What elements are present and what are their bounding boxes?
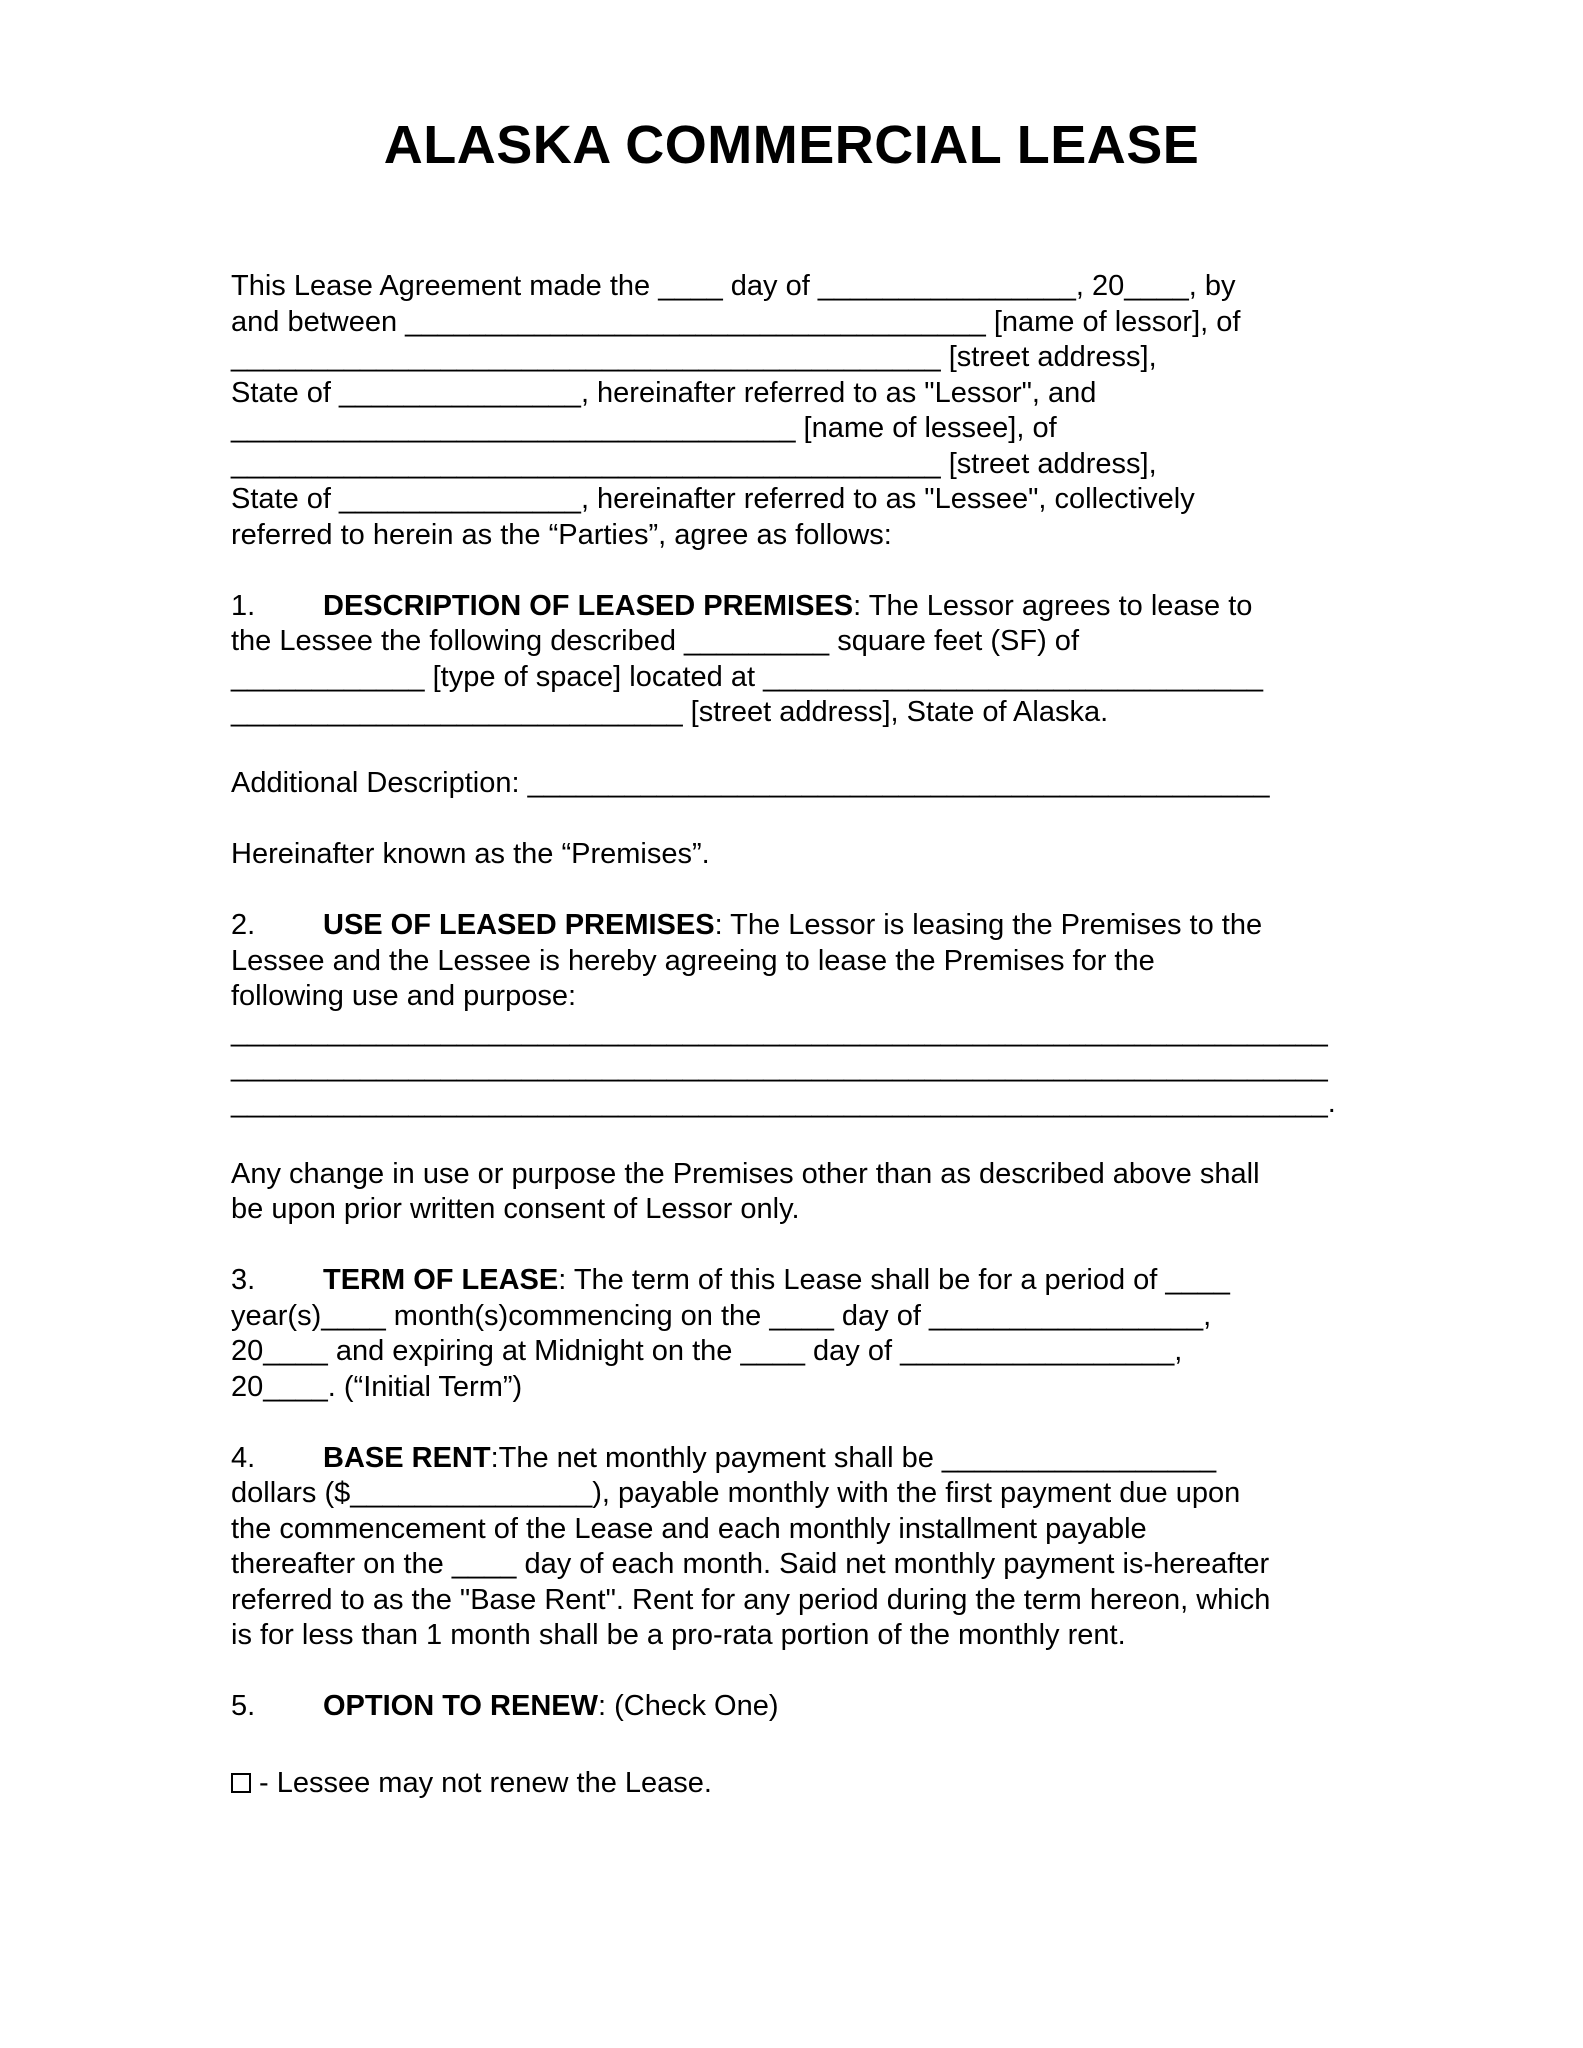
section-text: : The Lessor is leasing the Premises to the [714, 909, 1263, 941]
checkbox-icon[interactable] [231, 1773, 251, 1793]
section-line: 20____. (“Initial Term”) [231, 1370, 523, 1403]
section-text: :The net monthly payment shall be _________________ [490, 1441, 1217, 1474]
intro-line: ___________________________________ [name of lessee], of [231, 412, 1057, 444]
section-number: 4. [231, 1441, 256, 1474]
section-heading: BASE RENT [323, 1441, 491, 1474]
section-base-rent [231, 1441, 1371, 1654]
section-line: ____________ [type of space] located at _______________________________ [231, 660, 1264, 693]
section-line: dollars ($_______________), payable monthly with the first payment due upon [231, 1477, 1241, 1509]
section-heading-line [231, 1263, 1371, 1299]
section-heading: USE OF LEASED PREMISES [323, 909, 715, 941]
spacer [231, 553, 1371, 589]
section-option-to-renew [231, 1689, 1371, 1801]
section-heading-line [231, 589, 1371, 625]
blank-line: ____________________________________________________________________. [231, 1086, 1336, 1119]
section-text: : The term of this Lease shall be for a period of ____ [558, 1264, 1230, 1296]
intro-line: and between ____________________________________ [name of lessor], of [231, 305, 1241, 338]
section-use-of-premises [231, 908, 1371, 1228]
section-line: the commencement of the Lease and each monthly installment payable [231, 1512, 1147, 1545]
section-line: ____________________________ [street address], State of Alaska. [231, 696, 1109, 728]
spacer [231, 1405, 1371, 1441]
intro-line: ____________________________________________ [street address], [231, 341, 1157, 373]
section-line: year(s)____ month(s)commencing on the ____ day of _________________, [231, 1299, 1212, 1332]
spacer [231, 802, 1371, 838]
intro-line: referred to herein as the “Parties”, agree as follows: [231, 518, 892, 551]
intro-line: State of _______________, hereinafter referred to as "Lessee", collectively [231, 483, 1195, 515]
blank-line: ____________________________________________________________________ [231, 1015, 1328, 1048]
section-heading: DESCRIPTION OF LEASED PREMISES [323, 589, 854, 622]
spacer [231, 1228, 1371, 1264]
section-line: is for less than 1 month shall be a pro-rata portion of the monthly rent. [231, 1619, 1126, 1651]
intro-line: State of _______________, hereinafter referred to as "Lessor", and [231, 376, 1097, 409]
section-line: thereafter on the ____ day of each month. Said net monthly payment is-hereafter [231, 1548, 1270, 1580]
additional-description: Additional Description: ______________________________________________ [231, 767, 1270, 799]
section-line: referred to as the "Base Rent". Rent for any period during the term hereon, which [231, 1583, 1271, 1616]
intro-line: This Lease Agreement made the ____ day of ________________, 20____, by [231, 270, 1236, 302]
section-heading-line [231, 1441, 1371, 1477]
section-term-of-lease [231, 1263, 1371, 1405]
intro-paragraph [231, 269, 1371, 553]
section-heading: OPTION TO RENEW [323, 1690, 598, 1722]
document-title: ALASKA COMMERCIAL LEASE [383, 115, 1200, 175]
section-line: Any change in use or purpose the Premises other than as described above shall [231, 1157, 1260, 1190]
spacer [231, 873, 1371, 909]
section-number: 1. [231, 589, 256, 622]
spacer [231, 1654, 1371, 1690]
section-text: : The Lessor agrees to lease to [853, 589, 1253, 622]
blank-line: ____________________________________________________________________ [231, 1051, 1328, 1083]
section-number: 2. [231, 909, 256, 941]
section-line: 20____ and expiring at Midnight on the ____ day of _________________, [231, 1335, 1183, 1367]
section-heading-line [231, 1689, 1371, 1725]
renew-option-label: - Lessee may not renew the Lease. [259, 1766, 712, 1799]
renew-option-no[interactable] [231, 1766, 1371, 1802]
section-heading-line [231, 908, 1371, 944]
section-line: be upon prior written consent of Lessor only. [231, 1193, 800, 1225]
section-line: the Lessee the following described _________ square feet (SF) of [231, 625, 1079, 657]
section-description-of-premises [231, 589, 1371, 873]
spacer [231, 1121, 1371, 1157]
spacer [231, 1725, 1371, 1766]
premises-definition: Hereinafter known as the “Premises”. [231, 838, 710, 870]
intro-line: ____________________________________________ [street address], [231, 447, 1157, 480]
section-line: Lessee and the Lessee is hereby agreeing to lease the Premises for the [231, 944, 1155, 977]
document-body [231, 269, 1371, 1801]
spacer [231, 731, 1371, 767]
section-number: 5. [231, 1690, 256, 1722]
section-line: following use and purpose: [231, 980, 577, 1012]
section-number: 3. [231, 1264, 256, 1296]
section-text: : (Check One) [597, 1690, 779, 1722]
section-heading: TERM OF LEASE [323, 1264, 559, 1296]
